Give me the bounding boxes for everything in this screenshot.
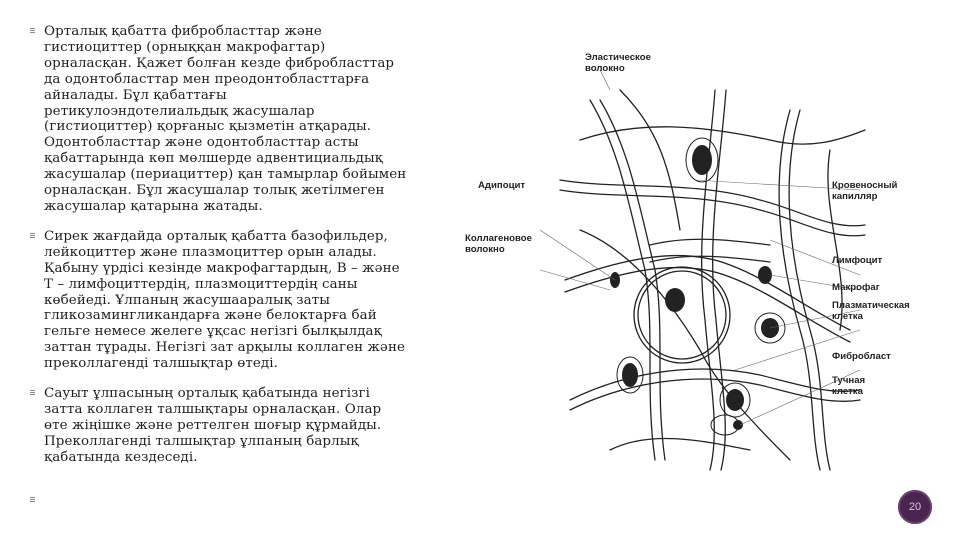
connective-tissue-figure: [465, 30, 910, 480]
label-mast-cell: Тучная клетка: [832, 375, 866, 397]
text-line: жасушалар қатарына жатады.: [44, 198, 263, 214]
text-line: ретикулоэндотелиальдық жасушалар: [44, 103, 315, 119]
text-line: лейкоциттер және плазмоциттер орын алады.: [44, 244, 377, 260]
label-macrophage: Макрофаг: [832, 282, 880, 293]
text-line: (гистиоциттер) қорғаныс қызметін атқарады.: [44, 119, 372, 135]
label-fibroblast: Фибробласт: [832, 351, 891, 362]
label-lymphocyte: Лимфоцит: [832, 255, 883, 266]
text-line: көбейеді. Ұлпаның жасушааралық заты: [44, 292, 331, 308]
text-line: жасушалар (периациттер) қан тамырлар бойымен: [44, 167, 407, 183]
text-line: орналасқан. Қажет болған кезде фибробласттар: [44, 55, 395, 71]
label-elastic-fiber: Эластическое волокно: [585, 52, 651, 74]
text-line: өте жіңішке және реттелген шоғыр құрмайды.: [44, 417, 382, 433]
text-line: Одонтобласттар және одонтобласттар асты: [44, 135, 359, 151]
text-line: Т – лимфоциттердің, плазмоциттердің саны: [44, 276, 358, 292]
text-line: затта коллаген талшықтары орналасқан. Олар: [44, 401, 382, 417]
label-capillary: Кровеносный капилляр: [832, 180, 898, 202]
bullet-icon: [30, 233, 35, 239]
text-line: преколлагенді талшықтар өтеді.: [44, 356, 279, 372]
label-collagen-fiber: Коллагеновое волокно: [465, 233, 532, 255]
paragraph-3: [30, 386, 430, 466]
text-line: Орталық қабатта фибробласттар және: [44, 24, 322, 39]
page-number-badge: 20: [898, 490, 932, 524]
text-line: гистиоциттер (орныққан макрофагтар): [44, 39, 326, 55]
text-line: Сауыт ұлпасының орталық қабатында негізгі: [44, 386, 371, 402]
text-line: Сирек жағдайда орталық қабатта базофильдер,: [44, 228, 388, 244]
text-line: Қабыну үрдісі кезінде макрофагтардың, В – және: [44, 260, 400, 276]
paragraph-1: [30, 24, 430, 215]
text-line: қабатында кездеседі.: [44, 449, 198, 465]
paragraph-2: [30, 229, 430, 372]
text-line: гликозамингликандарға және белоктарға бай: [44, 308, 377, 324]
text-line: қабаттарында көп мөлшерде адвентициальдық: [44, 151, 383, 167]
label-plasma-cell: Плазматическая клетка: [832, 300, 910, 322]
bullet-icon: [30, 390, 35, 396]
text-line: орналасқан. Бұл жасушалар толық жетілмеген: [44, 183, 385, 199]
text-line: гельге немесе желеге ұқсас негізгі былқылдақ: [44, 324, 382, 340]
text-column: [30, 24, 430, 480]
text-line: айналады. Бұл қабаттағы: [44, 87, 227, 103]
text-line: заттан тұрады. Негізгі зат арқылы коллаген және: [44, 340, 406, 356]
label-adipocyte: Адипоцит: [478, 180, 526, 191]
bullet-icon: [30, 28, 35, 34]
text-line: Преколлагенді талшықтар ұлпаның барлық: [44, 433, 359, 449]
text-line: да одонтобласттар мен преодонтобласттарға: [44, 71, 370, 87]
empty-bullet-icon: [30, 497, 35, 503]
